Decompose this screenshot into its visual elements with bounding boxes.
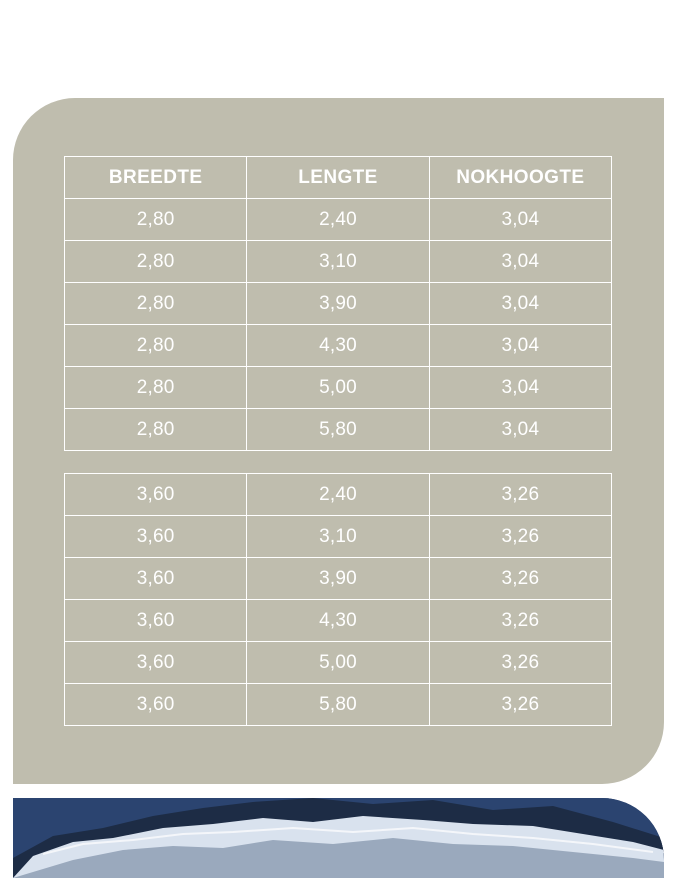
cell-nokhoogte: 3,26 <box>429 558 611 600</box>
cell-breedte: 2,80 <box>65 409 247 451</box>
cell-lengte: 5,00 <box>247 642 429 684</box>
cell-lengte: 2,40 <box>247 474 429 516</box>
dimensions-table-1 <box>64 156 612 451</box>
dimensions-table-2 <box>64 473 612 726</box>
cell-breedte: 3,60 <box>65 684 247 726</box>
table-header-row <box>65 157 612 199</box>
mountain-illustration <box>13 798 664 878</box>
cell-lengte: 5,00 <box>247 367 429 409</box>
cell-breedte: 2,80 <box>65 367 247 409</box>
table-row <box>65 325 612 367</box>
table-row <box>65 409 612 451</box>
cell-lengte: 5,80 <box>247 684 429 726</box>
cell-lengte: 4,30 <box>247 325 429 367</box>
cell-breedte: 2,80 <box>65 325 247 367</box>
cell-breedte: 3,60 <box>65 642 247 684</box>
table-row <box>65 367 612 409</box>
spec-panel <box>13 98 664 784</box>
cell-nokhoogte: 3,04 <box>429 409 611 451</box>
snowy-mountain-photo <box>13 798 664 878</box>
table-row <box>65 600 612 642</box>
cell-nokhoogte: 3,04 <box>429 241 611 283</box>
table-row <box>65 199 612 241</box>
cell-nokhoogte: 3,26 <box>429 684 611 726</box>
cell-lengte: 3,10 <box>247 241 429 283</box>
cell-lengte: 5,80 <box>247 409 429 451</box>
table-row <box>65 684 612 726</box>
cell-breedte: 2,80 <box>65 241 247 283</box>
cell-breedte: 3,60 <box>65 516 247 558</box>
cell-lengte: 4,30 <box>247 600 429 642</box>
table-row <box>65 642 612 684</box>
table-row <box>65 516 612 558</box>
cell-breedte: 3,60 <box>65 558 247 600</box>
cell-lengte: 2,40 <box>247 199 429 241</box>
cell-nokhoogte: 3,04 <box>429 325 611 367</box>
cell-lengte: 3,90 <box>247 558 429 600</box>
cell-breedte: 3,60 <box>65 474 247 516</box>
header-lengte: LENGTE <box>247 157 429 199</box>
table-row <box>65 241 612 283</box>
cell-nokhoogte: 3,04 <box>429 199 611 241</box>
cell-nokhoogte: 3,26 <box>429 642 611 684</box>
cell-nokhoogte: 3,26 <box>429 474 611 516</box>
cell-breedte: 3,60 <box>65 600 247 642</box>
cell-nokhoogte: 3,04 <box>429 283 611 325</box>
cell-lengte: 3,10 <box>247 516 429 558</box>
cell-breedte: 2,80 <box>65 283 247 325</box>
cell-nokhoogte: 3,04 <box>429 367 611 409</box>
cell-breedte: 2,80 <box>65 199 247 241</box>
cell-lengte: 3,90 <box>247 283 429 325</box>
header-nokhoogte: NOKHOOGTE <box>429 157 611 199</box>
table-row <box>65 558 612 600</box>
header-breedte: BREEDTE <box>65 157 247 199</box>
cell-nokhoogte: 3,26 <box>429 600 611 642</box>
cell-nokhoogte: 3,26 <box>429 516 611 558</box>
table-row <box>65 283 612 325</box>
table-row <box>65 474 612 516</box>
